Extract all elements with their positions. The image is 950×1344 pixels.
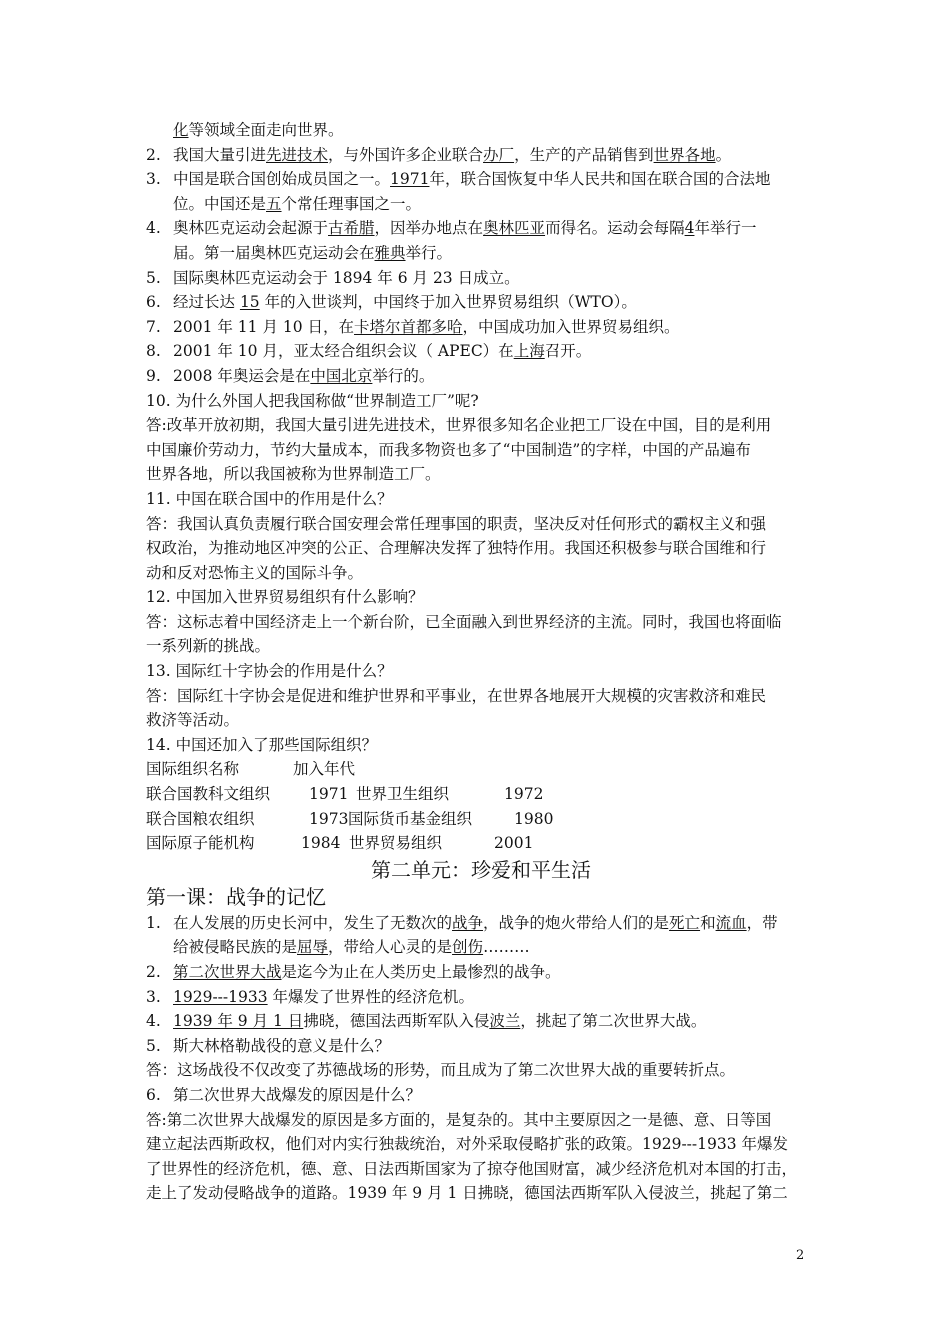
text-run: 11. 中国在联合国中的作用是什么？ [146,489,393,508]
text-run: 12. 中国加入世界贸易组织有什么影响？ [146,588,424,607]
underlined-answer: 先进技术 [266,145,329,164]
item-number: 2. [146,145,161,164]
org-table-cell: 世界贸易组织 [349,834,443,853]
paragraph-line [146,462,816,487]
item-text [173,290,637,315]
text-run: 奥林匹克运动会起源于 [173,219,329,238]
text-run: 拂晓，德国法西斯军队入侵 [303,1012,490,1031]
item-text [173,143,731,168]
numbered-item [146,216,816,241]
unit-heading [146,857,816,884]
org-table-cell: 1984 [301,834,341,853]
text-run: 经过长达 [173,293,240,312]
item-continuation [146,118,816,143]
underlined-answer: 屈辱 [297,938,329,957]
text-run: 第二单元：珍爱和平生活 [371,857,591,882]
item-number: 6. [146,1085,161,1104]
item-number: 5. [146,1036,161,1055]
org-table-cell: 1972 [504,785,544,804]
item-number: 3. [146,987,161,1006]
org-table-cell: 加入年代 [293,760,356,779]
text-run: 权政治，为推动地区冲突的公正、合理解决发挥了独特作用。我国还积极参与联合国维和行 [146,539,767,558]
paragraph-line [146,512,816,537]
org-table-cell: 2001 [494,834,534,853]
text-run: 年爆发了世界性的经济危机。 [267,987,475,1006]
underlined-answer: 古希腊 [328,219,375,238]
org-table-cell: 国际原子能机构 [146,834,255,853]
underlined-answer: 卡塔尔首都多哈 [354,317,463,336]
org-table-cell: 1980 [514,809,554,828]
numbered-item [146,1009,816,1034]
underlined-answer: 化 [173,121,189,139]
item-text [173,1034,390,1059]
org-table-row [146,757,816,782]
paragraph-line [146,561,816,586]
paragraph-line [146,684,816,709]
item-number: 4. [146,219,161,238]
text-run: 斯大林格勒战役的意义是什么？ [173,1036,391,1055]
numbered-item [146,364,816,389]
item-text [173,339,591,364]
numbered-item [146,266,816,291]
text-run: 答：我国认真负责履行联合国安理会常任理事国的职责，坚决反对任何形式的霸权主义和强 [146,514,767,533]
text-run: 。 [715,145,732,164]
item-number: 2. [146,963,161,981]
underlined-answer: 4 [684,219,695,238]
paragraph-line [146,413,816,438]
text-run: 届。第一届奥林匹克运动会在 [173,243,375,262]
text-run: 2001 年 11 月 10 日，在 [173,317,355,336]
text-run: 答：这标志着中国经济走上一个新台阶，已全面融入到世界经济的主流。同时，我国也将面临 [146,612,782,631]
item-text [173,216,756,241]
text-run: 给被侵略民族的是 [173,938,298,957]
item-continuation [146,192,816,217]
org-table-cell: 世界卫生组织 [356,785,450,804]
paragraph-line [146,438,816,463]
text-run: 10. 为什么外国人把我国称做“世界制造工厂”呢? [146,391,479,410]
numbered-item [146,315,816,340]
underlined-answer: 15 [239,293,260,312]
numbered-item [146,1083,816,1108]
numbered-item [146,339,816,364]
item-number: 7. [146,317,161,336]
paragraph-line [146,733,816,758]
paragraph-line [146,487,816,512]
text-run: ，带 [746,913,778,932]
numbered-item [146,1034,816,1059]
text-run: 而得名。运动会每隔 [545,219,685,238]
numbered-item [146,290,816,315]
paragraph-line [146,708,816,733]
org-table-cell: 国际组织名称 [146,760,240,779]
text-run: 年举行一 [694,219,757,238]
item-continuation [146,935,816,960]
text-run: 中国廉价劳动力，节约大量成本，而我多物资也多了“中国制造”的字样，中国的产品遍布 [146,440,751,459]
text-run: 动和反对恐怖主义的国际斗争。 [146,563,364,582]
item-number: 9. [146,366,161,385]
text-run: 中国是联合国创始成员国之一。 [173,170,391,189]
underlined-answer: 创伤 [452,938,484,957]
underlined-answer: 五 [266,194,282,213]
underlined-answer: 雅典 [374,243,406,262]
underlined-answer: 上海 [513,342,545,361]
text-run: 第一课：战争的记忆 [146,884,326,909]
text-run: 国际奥林匹克运动会于 1894 年 6 月 23 日成立。 [173,268,520,287]
underlined-answer: 中国北京 [310,366,373,385]
numbered-item [146,167,816,192]
item-text [173,985,474,1010]
paragraph-line [146,1058,816,1083]
underlined-answer: 流血 [715,913,747,932]
item-number: 4. [146,1012,161,1031]
item-text [173,960,561,985]
item-continuation [146,241,816,266]
item-number: 1. [146,913,161,932]
underlined-answer: 世界各地 [653,145,716,164]
text-run: 第二次世界大战爆发的原因是什么？ [173,1085,422,1104]
numbered-item [146,143,816,168]
item-text [173,266,520,291]
text-run: 和 [700,913,716,932]
text-run: 召开。 [544,342,592,361]
text-run: 答：国际红十字协会是促进和维护世界和平事业，在世界各地展开大规模的灾害救济和难民 [146,686,767,705]
text-run: 救济等活动。 [146,711,240,730]
text-run: 等领域全面走向世界。 [188,121,344,139]
numbered-item [146,985,816,1010]
underlined-answer: 1971 [390,170,430,189]
paragraph-line [146,585,816,610]
text-run: 走上了发动侵略战争的道路。1939 年 9 月 1 日拂晓，德国法西斯军队入侵波兰，挑起了第二 [146,1184,788,1203]
numbered-item [146,960,816,985]
text-run: ，生产的产品销售到 [514,145,654,164]
text-run: 答:改革开放初期，我国大量引进先进技术，世界很多知名企业把工厂设在中国，目的是利用 [146,416,772,435]
item-text [173,911,778,936]
underlined-answer: 死亡 [669,913,701,932]
text-run: 一系列新的挑战。 [146,637,271,656]
text-run: ，挑起了第二次世界大战。 [520,1012,707,1031]
text-run: 举行的。 [372,366,435,385]
underlined-answer: 战争 [452,913,484,932]
item-text [173,315,680,340]
underlined-answer: 奥林匹亚 [483,219,546,238]
text-run: ……… [483,938,530,957]
text-run: 举行。 [405,243,453,262]
lesson-heading [146,884,816,911]
text-run: 13. 国际红十字协会的作用是什么？ [146,662,393,681]
paragraph-line [146,659,816,684]
item-text [173,1009,706,1034]
text-run: 在人发展的历史长河中，发生了无数次的 [173,913,453,932]
text-run: 我国大量引进 [173,145,267,164]
underlined-answer: 波兰 [489,1012,521,1031]
text-run: ，因举办地点在 [374,219,484,238]
text-run: 2008 年奥运会是在 [173,366,311,385]
org-table-row [146,807,816,832]
text-run: 了世界性的经济危机，德、意、日法西斯国家为了掠夺他国财富，减少经济危机对本国的打击， [146,1159,798,1178]
org-table-row [146,782,816,807]
org-table-cell: 联合国粮农组织 [146,809,255,828]
text-run: 14. 中国还加入了那些国际组织？ [146,735,378,754]
paragraph-line [146,389,816,414]
org-table-cell: 国际货币基金组织 [348,809,473,828]
item-number: 6. [146,293,161,312]
item-text [173,1083,421,1108]
item-number: 3. [146,170,161,189]
paragraph-line [146,1132,816,1157]
text-run: 世界各地，所以我国被称为世界制造工厂。 [146,465,441,484]
paragraph-line [146,610,816,635]
org-table-cell: 联合国教科文组织 [146,785,271,804]
text-run: ，中国成功加入世界贸易组织。 [462,317,680,336]
page-number: 2 [796,1248,805,1263]
item-number: 8. [146,342,161,361]
numbered-item [146,911,816,936]
org-table-row [146,831,816,856]
item-text [173,167,770,192]
paragraph-line [146,1108,816,1133]
underlined-answer: 办厂 [483,145,515,164]
paragraph-line [146,536,816,561]
org-table-cell: 1971 [309,785,349,804]
org-table-cell: 1973 [309,809,349,828]
item-text [173,364,434,389]
text-run: 答:第二次世界大战爆发的原因是多方面的，是复杂的。其中主要原因之一是德、意、日等国 [146,1110,772,1129]
text-run: 年的入世谈判，中国终于加入世界贸易组织（WTO）。 [259,293,637,312]
text-run: ，带给人心灵的是 [328,938,453,957]
text-run: 是迄今为止在人类历史上最惨烈的战争。 [281,963,561,981]
text-run: 建立起法西斯政权，他们对内实行独裁统治，对外采取侵略扩张的政策。1929---1933 年爆发 [146,1135,789,1154]
text-run: ，与外国许多企业联合 [328,145,484,164]
underlined-answer: 1939 年 9 月 1 日 [173,1012,304,1031]
document-body [146,118,816,1206]
text-run: 年，联合国恢复中华人民共和国在联合国的合法地 [429,170,771,189]
text-run: 答：这场战役不仅改变了苏德战场的形势，而且成为了第二次世界大战的重要转折点。 [146,1061,736,1080]
underlined-answer: 1929---1933 [173,987,268,1006]
item-number: 5. [146,268,161,287]
paragraph-line [146,1181,816,1206]
text-run: ，战争的炮火带给人们的是 [483,913,670,932]
text-run: 2001 年 10 月，亚太经合组织会议（ APEC）在 [173,342,514,361]
text-run: 个常任理事国之一。 [281,194,422,213]
underlined-answer: 第二次世界大战 [173,963,282,981]
paragraph-line [146,1157,816,1182]
paragraph-line [146,634,816,659]
text-run: 位。中国还是 [173,194,267,213]
